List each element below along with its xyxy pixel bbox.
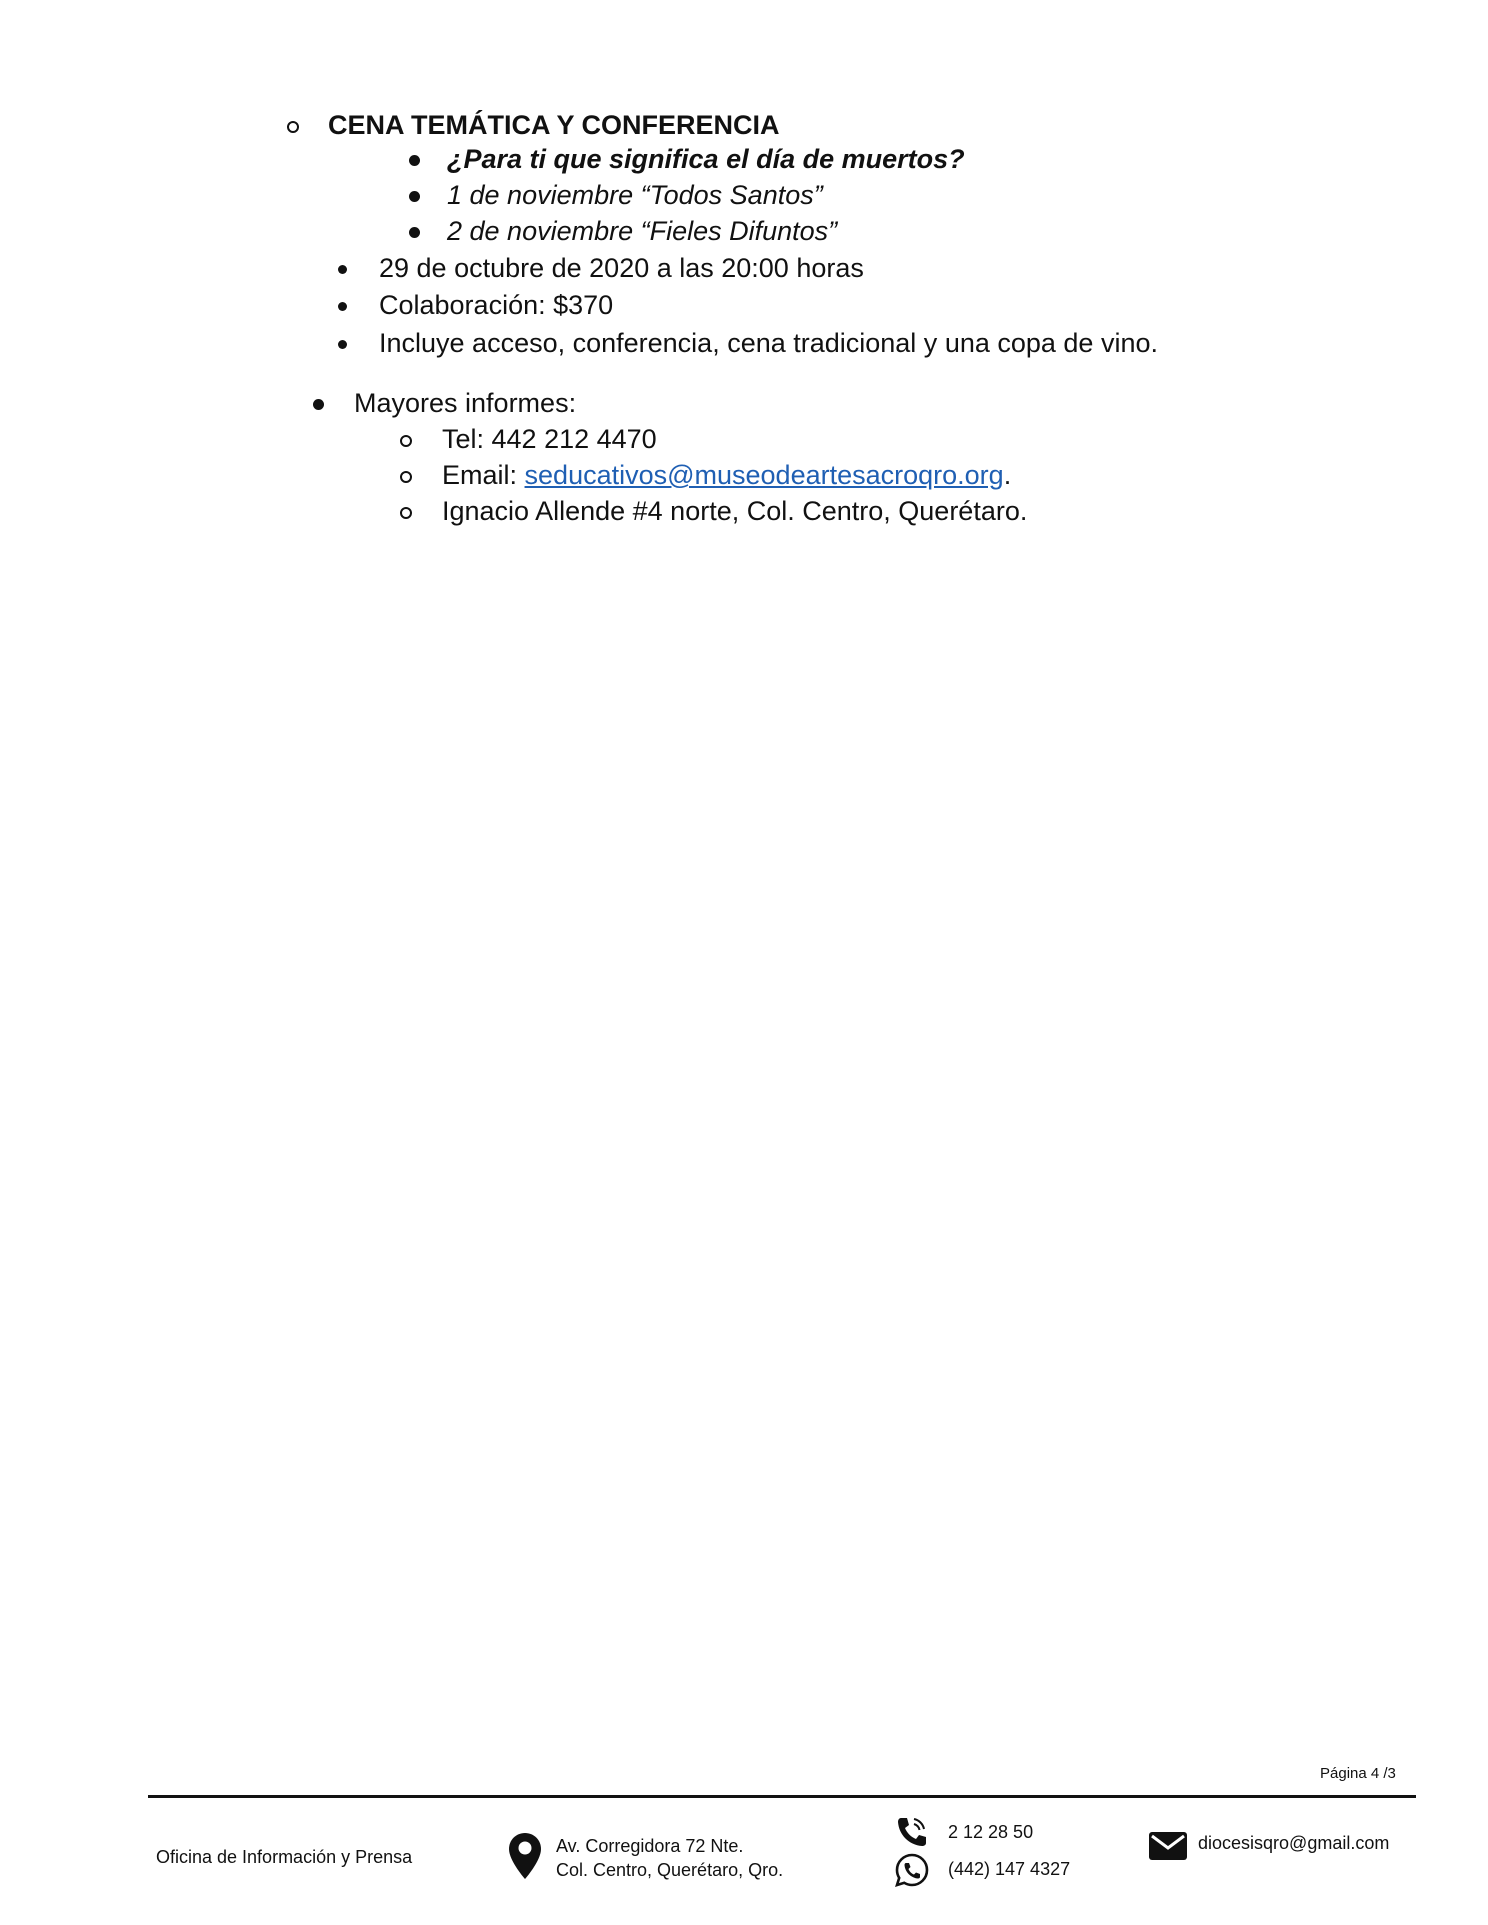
footer-address-line2: Col. Centro, Querétaro, Qro. (556, 1860, 784, 1880)
email-suffix: . (1003, 460, 1012, 490)
location-pin-icon (508, 1832, 542, 1880)
info-address: Ignacio Allende #4 norte, Col. Centro, Querétaro. (442, 496, 1028, 526)
sub-item-bullet-icon (409, 227, 420, 238)
email-link[interactable]: seducativos@museodeartesacroqro.org (524, 460, 1004, 490)
detail-bullet-icon (338, 302, 347, 311)
email-bullet-icon (400, 471, 412, 483)
sub-item-bullet-icon (409, 155, 420, 166)
info-bullet-icon (313, 399, 324, 410)
footer-phone: 2 12 28 50 (948, 1822, 1034, 1842)
phone-icon (895, 1815, 929, 1847)
footer-whatsapp: (442) 147 4327 (948, 1859, 1071, 1879)
event-price: Colaboración: $370 (379, 290, 614, 320)
page-number: Página 4 /3 (1320, 1765, 1396, 1782)
envelope-icon (1148, 1831, 1188, 1861)
footer-email[interactable]: diocesisqro@gmail.com (1198, 1833, 1390, 1853)
event-includes: Incluye acceso, conferencia, cena tradicional y una copa de vino. (379, 328, 1158, 358)
info-email (442, 462, 1011, 489)
tel-bullet-icon (400, 435, 412, 447)
section-heading: CENA TEMÁTICA Y CONFERENCIA (328, 110, 780, 140)
sub-item-todos-santos: 1 de noviembre “Todos Santos” (447, 180, 823, 210)
email-label: Email: (442, 460, 525, 490)
info-heading: Mayores informes: (354, 388, 577, 418)
sub-item-fieles-difuntos: 2 de noviembre “Fieles Difuntos” (447, 216, 838, 246)
footer-office: Oficina de Información y Prensa (156, 1847, 413, 1867)
event-date: 29 de octubre de 2020 a las 20:00 horas (379, 253, 864, 283)
sub-item-question: ¿Para ti que significa el día de muertos? (447, 144, 965, 174)
address-bullet-icon (400, 507, 412, 519)
sub-item-bullet-icon (409, 191, 420, 202)
info-tel: Tel: 442 212 4470 (442, 424, 657, 454)
footer-divider (148, 1795, 1416, 1798)
footer-address-line1: Av. Corregidora 72 Nte. (556, 1836, 744, 1856)
detail-bullet-icon (338, 265, 347, 274)
detail-bullet-icon (338, 340, 347, 349)
heading-bullet-icon (287, 121, 299, 133)
whatsapp-icon (895, 1853, 929, 1887)
